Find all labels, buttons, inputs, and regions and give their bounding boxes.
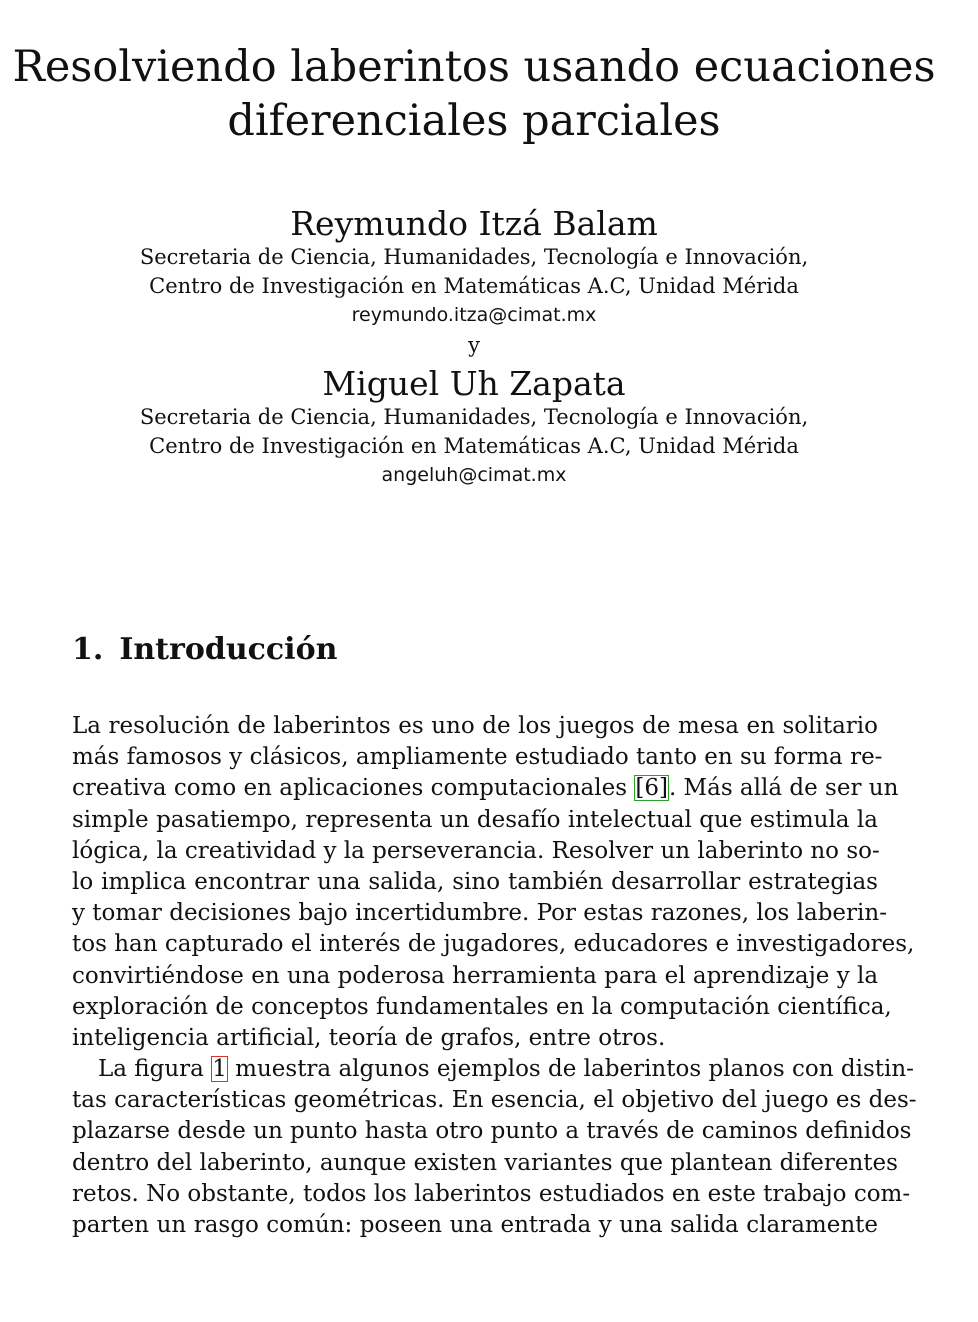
affiliation-line: Centro de Investigación en Matemáticas A.C, Unidad Mérida — [149, 434, 799, 458]
section-number: 1. — [72, 632, 104, 667]
author-name: Miguel Uh Zapata — [322, 364, 626, 403]
section-title: Introducción — [119, 632, 338, 667]
affiliation-line: Secretaria de Ciencia, Humanidades, Tecnología e Innovación, — [139, 245, 809, 269]
text-fragment: muestra algunos ejemplos de laberintos planos con distin- — [227, 1056, 914, 1083]
text-line: La resolución de laberintos es uno de los juegos de mesa en solitario — [72, 713, 878, 739]
author-conjunction: y — [468, 333, 480, 357]
text-line: lógica, la creatividad y la perseverancia. Resolver un laberinto no so- — [72, 837, 880, 864]
text-line: y tomar decisiones bajo incertidumbre. Por estas razones, los laberin- — [72, 900, 887, 927]
text-fragment: creativa como en aplicaciones computacionales — [72, 775, 635, 802]
figure-reference-link[interactable]: 1 — [212, 1056, 227, 1083]
text-fragment: . Más allá de ser un — [668, 775, 899, 802]
title-line-1: Resolviendo laberintos usando ecuaciones — [12, 42, 936, 92]
text-line: más famosos y clásicos, ampliamente estudiado tanto en su forma re- — [72, 744, 883, 771]
text-fragment: La figura — [98, 1056, 212, 1083]
affiliation-line: Centro de Investigación en Matemáticas A.C, Unidad Mérida — [149, 274, 799, 298]
text-line: parten un rasgo común: poseen una entrada y una salida claramente — [72, 1212, 878, 1238]
citation-link[interactable]: [6] — [635, 775, 668, 802]
author-email[interactable]: angeluh@cimat.mx — [381, 464, 567, 486]
author-block-1 — [0, 205, 948, 360]
author-email[interactable]: reymundo.itza@cimat.mx — [351, 304, 597, 326]
text-line — [72, 1054, 914, 1085]
text-line: lo implica encontrar una salida, sino también desarrollar estrategias — [72, 868, 878, 895]
text-line — [72, 773, 899, 804]
text-line: exploración de conceptos fundamentales en la computación científica, — [72, 993, 892, 1020]
section-heading — [72, 630, 337, 670]
paper-title — [0, 40, 948, 148]
section-body — [72, 711, 917, 1241]
text-line: tos han capturado el interés de jugadores, educadores e investigadores, — [72, 931, 915, 958]
text-line: dentro del laberinto, aunque existen variantes que plantean diferentes — [72, 1149, 898, 1176]
text-line: inteligencia artificial, teoría de grafos, entre otros. — [72, 1024, 666, 1051]
text-line: retos. No obstante, todos los laberintos estudiados en este trabajo com- — [72, 1180, 911, 1207]
author-block-2 — [0, 365, 948, 490]
text-line: simple pasatiempo, representa un desafío intelectual que estimula la — [72, 806, 878, 833]
text-line: tas características geométricas. En esencia, el objetivo del juego es des- — [72, 1087, 917, 1114]
text-line: convirtiéndose en una poderosa herramienta para el aprendizaje y la — [72, 962, 879, 989]
title-line-2: diferenciales parciales — [227, 96, 721, 146]
affiliation-line: Secretaria de Ciencia, Humanidades, Tecnología e Innovación, — [139, 405, 809, 429]
author-name: Reymundo Itzá Balam — [290, 204, 658, 243]
text-line: plazarse desde un punto hasta otro punto a través de caminos definidos — [72, 1118, 912, 1145]
